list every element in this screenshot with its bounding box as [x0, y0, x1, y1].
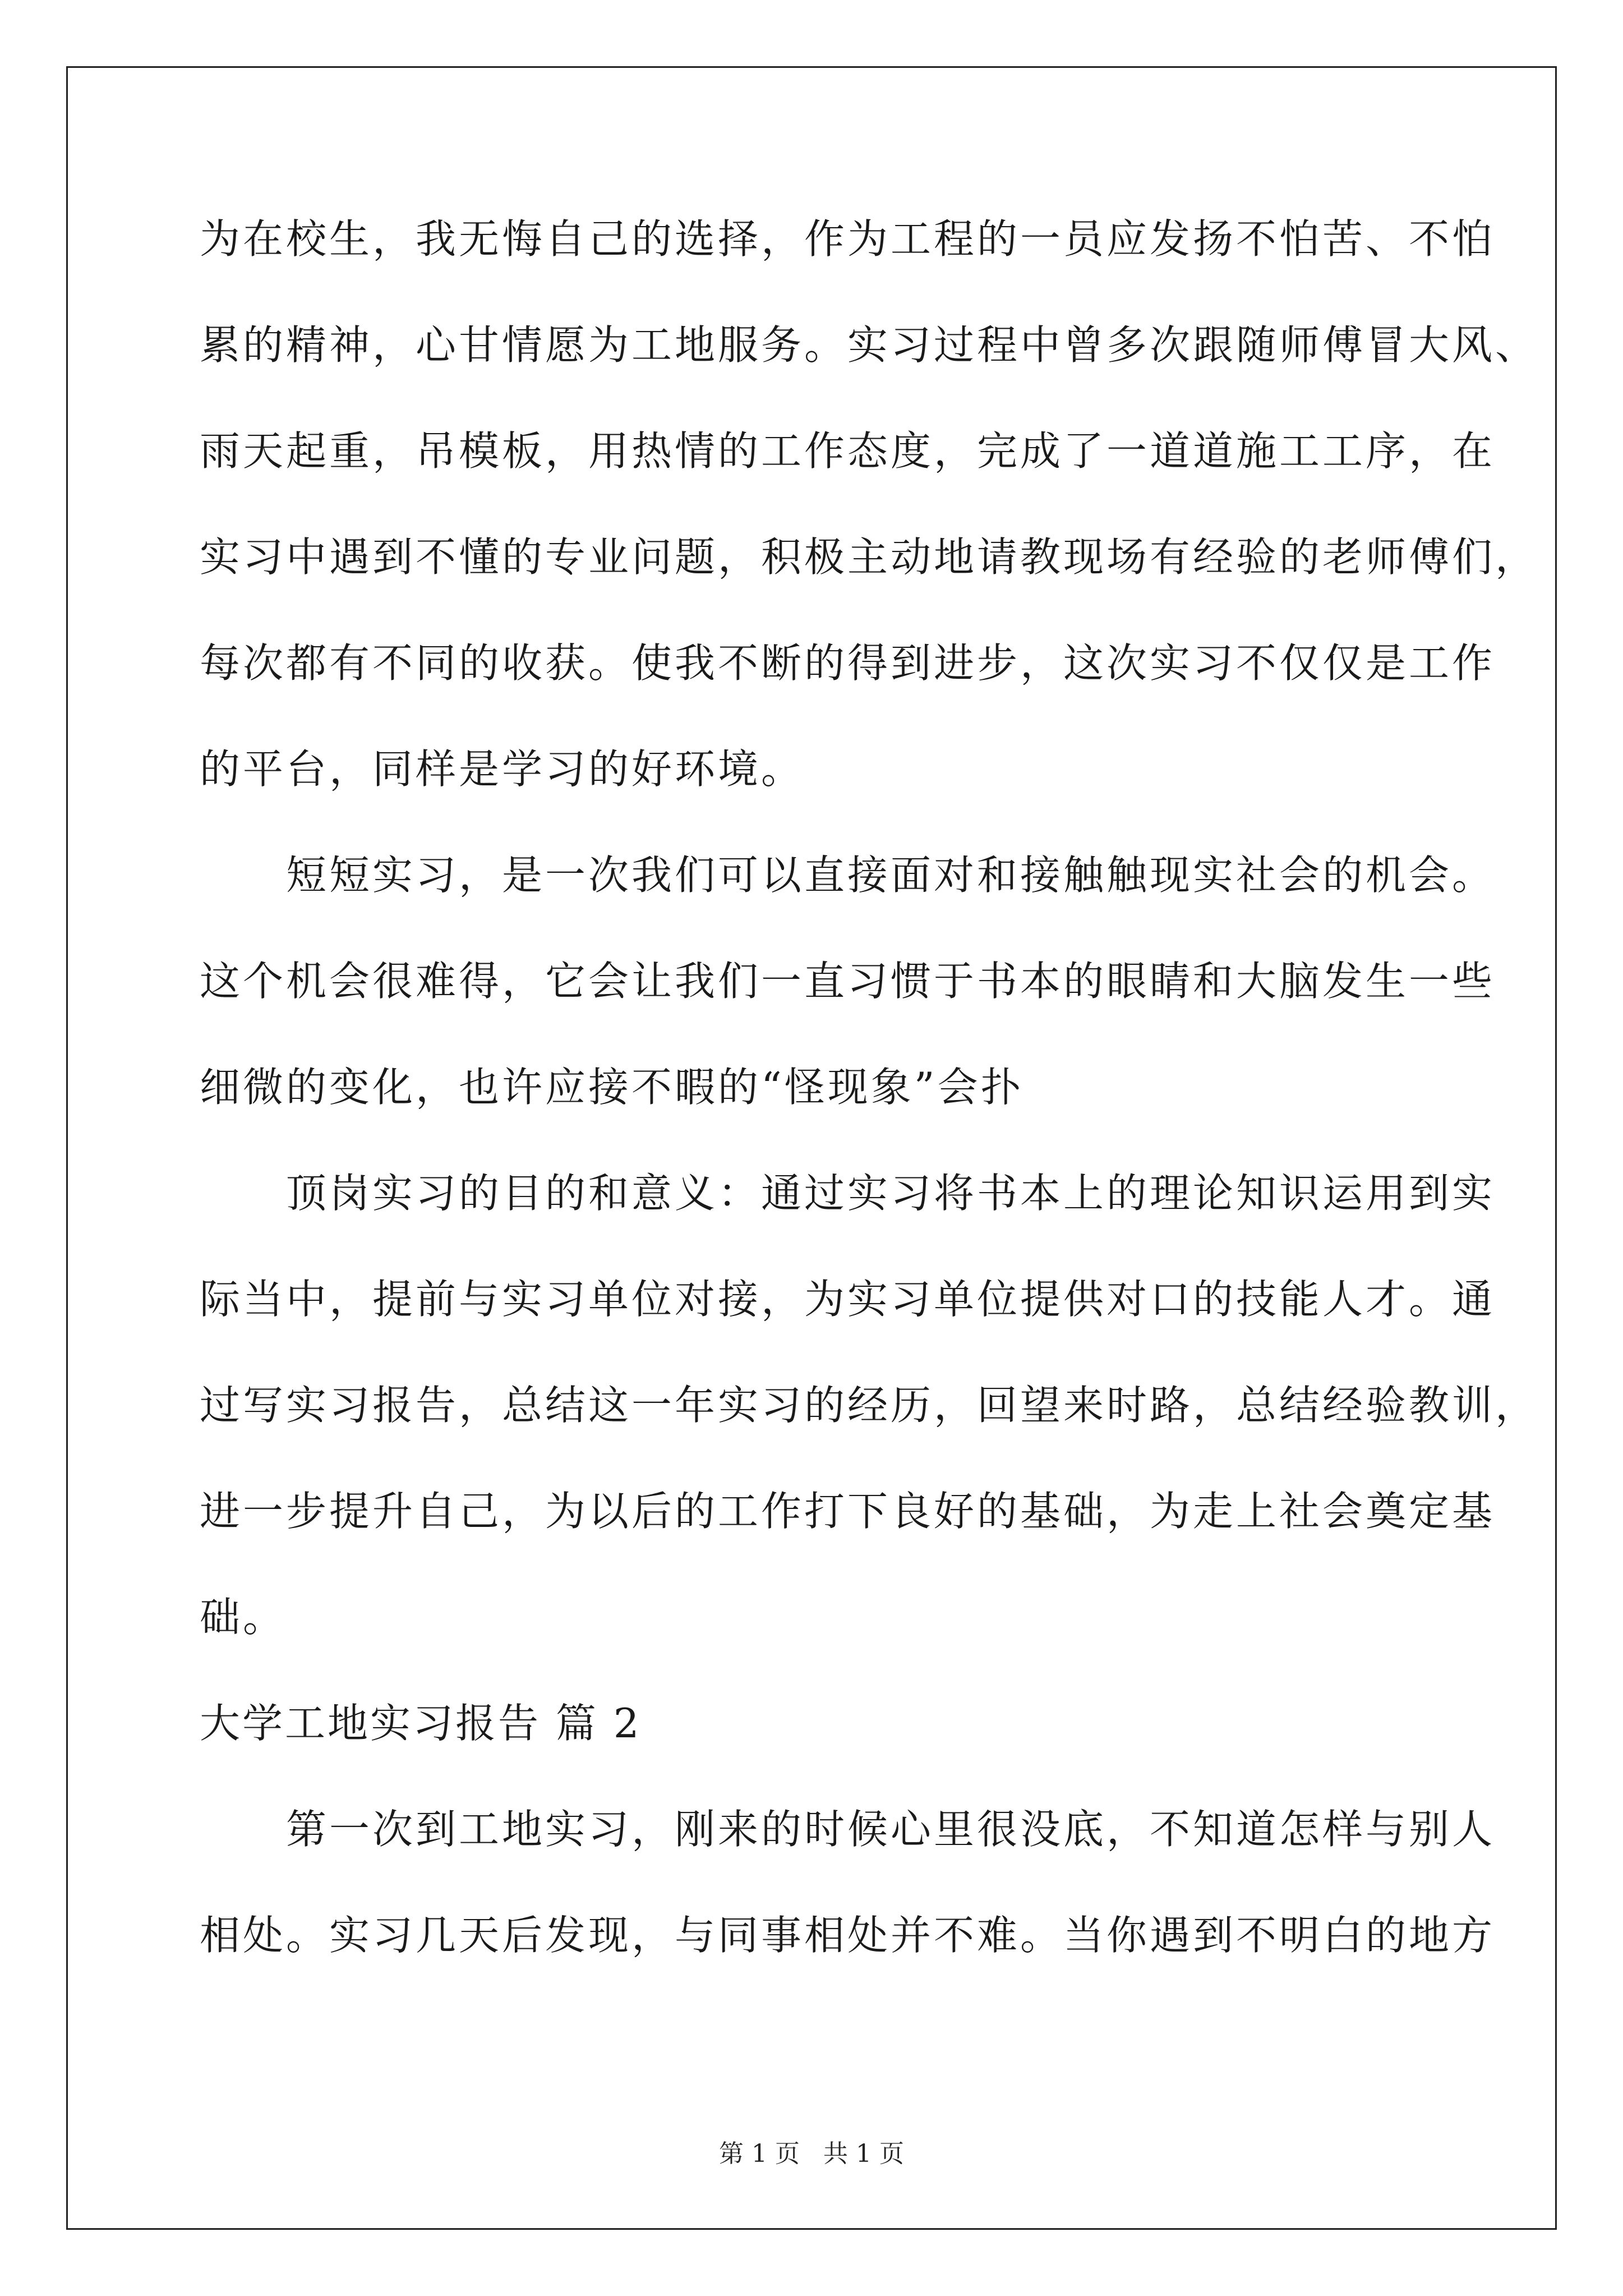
text-line: 第一次到工地实习，刚来的时候心里很没底，不知道怎样与别人 — [200, 1806, 1496, 1853]
text-line: 这个机会很难得，它会让我们一直习惯于书本的眼睛和大脑发生一些 — [200, 958, 1496, 1005]
text-line: 细微的变化，也许应接不暇的“怪现象”会扑 — [200, 1064, 1024, 1111]
text-line: 每次都有不同的收获。使我不断的得到进步，这次实习不仅仅是工作 — [200, 639, 1496, 687]
text-line: 的平台，同样是学习的好环境。 — [200, 746, 805, 793]
text-line: 为在校生，我无悔自己的选择，作为工程的一员应发扬不怕苦、不怕 — [200, 215, 1496, 263]
text-line: 础。 — [200, 1594, 287, 1641]
text-line: 相处。实习几天后发现，与同事相处并不难。当你遇到不明白的地方 — [200, 1912, 1496, 1959]
text-line: 短短实习，是一次我们可以直接面对和接触触现实社会的机会。 — [200, 852, 1496, 899]
text-line: 实习中遇到不懂的专业问题，积极主动地请教现场有经验的老师傅们， — [200, 533, 1539, 581]
section-heading: 大学工地实习报告 篇 2 — [200, 1700, 642, 1747]
text-line: 进一步提升自己，为以后的工作打下良好的基础，为走上社会奠定基 — [200, 1488, 1496, 1535]
text-line: 顶岗实习的目的和意义：通过实习将书本上的理论知识运用到实 — [200, 1170, 1496, 1217]
text-line: 际当中，提前与实习单位对接，为实习单位提供对口的技能人才。通 — [200, 1276, 1496, 1323]
text-line: 雨天起重，吊模板，用热情的工作态度，完成了一道道施工工序，在 — [200, 427, 1496, 475]
page-border — [66, 66, 1557, 2230]
text-line: 过写实习报告，总结这一年实习的经历，回望来时路，总结经验教训， — [200, 1382, 1539, 1429]
page-indicator: 第 1 页 共 1 页 — [719, 2139, 904, 2168]
text-line: 累的精神，心甘情愿为工地服务。实习过程中曾多次跟随师傅冒大风、 — [200, 321, 1539, 369]
